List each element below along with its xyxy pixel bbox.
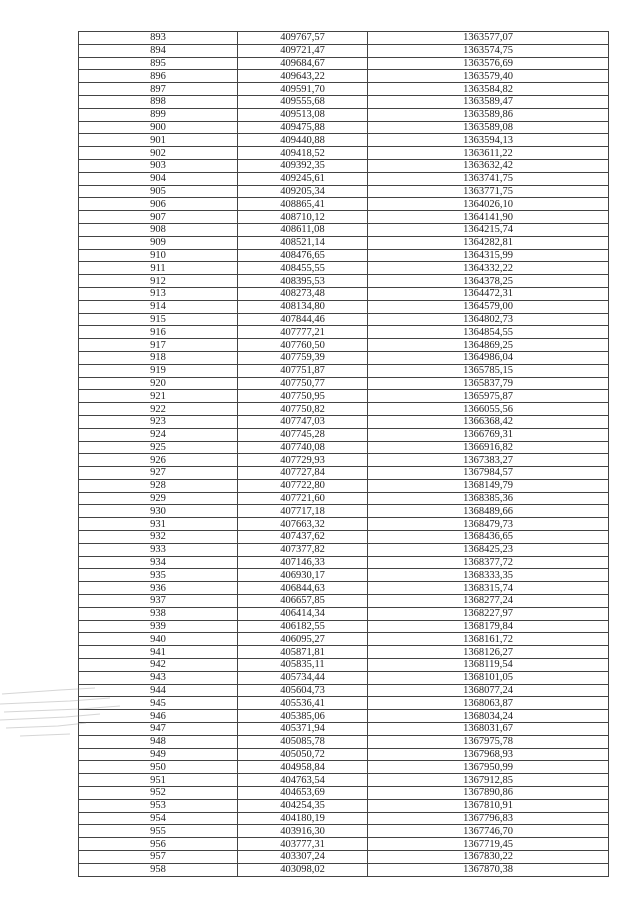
x-coordinate-cell: 409721,47 (238, 44, 368, 57)
x-coordinate-cell: 409475,88 (238, 121, 368, 134)
y-coordinate-cell: 1368063,87 (368, 697, 609, 710)
point-number-cell: 927 (79, 467, 238, 480)
x-coordinate-cell: 407721,60 (238, 492, 368, 505)
point-number-cell: 901 (79, 134, 238, 147)
point-number-cell: 932 (79, 531, 238, 544)
point-number-cell: 957 (79, 851, 238, 864)
table-row (79, 595, 609, 608)
point-number-cell: 938 (79, 607, 238, 620)
table-row (79, 812, 609, 825)
table-row (79, 95, 609, 108)
x-coordinate-cell: 406844,63 (238, 582, 368, 595)
table-row (79, 492, 609, 505)
x-coordinate-cell: 407777,21 (238, 326, 368, 339)
table-row (79, 57, 609, 70)
table-row (79, 313, 609, 326)
y-coordinate-cell: 1366769,31 (368, 428, 609, 441)
point-number-cell: 904 (79, 172, 238, 185)
x-coordinate-cell: 407722,80 (238, 479, 368, 492)
x-coordinate-cell: 406095,27 (238, 633, 368, 646)
point-number-cell: 909 (79, 236, 238, 249)
table-row (79, 275, 609, 288)
x-coordinate-cell: 409643,22 (238, 70, 368, 83)
x-coordinate-cell: 408455,55 (238, 262, 368, 275)
table-row (79, 223, 609, 236)
x-coordinate-cell: 407751,87 (238, 364, 368, 377)
table-row (79, 825, 609, 838)
point-number-cell: 945 (79, 697, 238, 710)
point-number-cell: 919 (79, 364, 238, 377)
y-coordinate-cell: 1363589,86 (368, 108, 609, 121)
table-row (79, 454, 609, 467)
y-coordinate-cell: 1364472,31 (368, 287, 609, 300)
table-row (79, 121, 609, 134)
table-row (79, 32, 609, 45)
point-number-cell: 899 (79, 108, 238, 121)
table-row (79, 364, 609, 377)
x-coordinate-cell: 404763,54 (238, 774, 368, 787)
y-coordinate-cell: 1363584,82 (368, 83, 609, 96)
table-row (79, 787, 609, 800)
point-number-cell: 917 (79, 339, 238, 352)
point-number-cell: 955 (79, 825, 238, 838)
y-coordinate-cell: 1367796,83 (368, 812, 609, 825)
y-coordinate-cell: 1368425,23 (368, 543, 609, 556)
x-coordinate-cell: 408710,12 (238, 211, 368, 224)
y-coordinate-cell: 1363574,75 (368, 44, 609, 57)
y-coordinate-cell: 1365785,15 (368, 364, 609, 377)
y-coordinate-cell: 1368436,65 (368, 531, 609, 544)
point-number-cell: 912 (79, 275, 238, 288)
point-number-cell: 939 (79, 620, 238, 633)
table-row (79, 390, 609, 403)
point-number-cell: 931 (79, 518, 238, 531)
x-coordinate-cell: 405385,06 (238, 710, 368, 723)
y-coordinate-cell: 1367870,38 (368, 863, 609, 876)
table-row (79, 428, 609, 441)
x-coordinate-cell: 409440,88 (238, 134, 368, 147)
table-row (79, 556, 609, 569)
table-row (79, 198, 609, 211)
table-row (79, 441, 609, 454)
point-number-cell: 940 (79, 633, 238, 646)
table-row (79, 415, 609, 428)
point-number-cell: 933 (79, 543, 238, 556)
point-number-cell: 893 (79, 32, 238, 45)
table-row (79, 249, 609, 262)
x-coordinate-cell: 408476,65 (238, 249, 368, 262)
point-number-cell: 956 (79, 838, 238, 851)
table-row (79, 236, 609, 249)
y-coordinate-cell: 1368479,73 (368, 518, 609, 531)
y-coordinate-cell: 1368161,72 (368, 633, 609, 646)
table-row (79, 172, 609, 185)
y-coordinate-cell: 1365837,79 (368, 377, 609, 390)
y-coordinate-cell: 1364315,99 (368, 249, 609, 262)
y-coordinate-cell: 1363741,75 (368, 172, 609, 185)
y-coordinate-cell: 1367984,57 (368, 467, 609, 480)
y-coordinate-cell: 1368034,24 (368, 710, 609, 723)
y-coordinate-cell: 1367950,99 (368, 761, 609, 774)
point-number-cell: 941 (79, 646, 238, 659)
table-row (79, 838, 609, 851)
x-coordinate-cell: 405085,78 (238, 735, 368, 748)
x-coordinate-cell: 407437,62 (238, 531, 368, 544)
x-coordinate-cell: 407760,50 (238, 339, 368, 352)
point-number-cell: 897 (79, 83, 238, 96)
x-coordinate-cell: 405604,73 (238, 684, 368, 697)
y-coordinate-cell: 1363632,42 (368, 159, 609, 172)
y-coordinate-cell: 1364802,73 (368, 313, 609, 326)
x-coordinate-cell: 407729,93 (238, 454, 368, 467)
scan-smudge (0, 676, 130, 756)
point-number-cell: 949 (79, 748, 238, 761)
x-coordinate-cell: 409418,52 (238, 147, 368, 160)
table-row (79, 339, 609, 352)
x-coordinate-cell: 403307,24 (238, 851, 368, 864)
x-coordinate-cell: 404254,35 (238, 799, 368, 812)
y-coordinate-cell: 1368315,74 (368, 582, 609, 595)
x-coordinate-cell: 404653,69 (238, 787, 368, 800)
point-number-cell: 914 (79, 300, 238, 313)
table-row (79, 863, 609, 876)
y-coordinate-cell: 1363579,40 (368, 70, 609, 83)
y-coordinate-cell: 1364141,90 (368, 211, 609, 224)
x-coordinate-cell: 409591,70 (238, 83, 368, 96)
point-number-cell: 951 (79, 774, 238, 787)
point-number-cell: 926 (79, 454, 238, 467)
point-number-cell: 905 (79, 185, 238, 198)
x-coordinate-cell: 409205,34 (238, 185, 368, 198)
y-coordinate-cell: 1364854,55 (368, 326, 609, 339)
y-coordinate-cell: 1368489,66 (368, 505, 609, 518)
y-coordinate-cell: 1363589,08 (368, 121, 609, 134)
table-row (79, 479, 609, 492)
x-coordinate-cell: 407747,03 (238, 415, 368, 428)
table-row (79, 159, 609, 172)
point-number-cell: 929 (79, 492, 238, 505)
point-number-cell: 928 (79, 479, 238, 492)
table-row (79, 287, 609, 300)
table-row (79, 684, 609, 697)
x-coordinate-cell: 409555,68 (238, 95, 368, 108)
y-coordinate-cell: 1363771,75 (368, 185, 609, 198)
x-coordinate-cell: 404958,84 (238, 761, 368, 774)
point-number-cell: 906 (79, 198, 238, 211)
x-coordinate-cell: 405835,11 (238, 659, 368, 672)
table-row (79, 582, 609, 595)
y-coordinate-cell: 1368031,67 (368, 723, 609, 736)
y-coordinate-cell: 1366368,42 (368, 415, 609, 428)
table-row (79, 211, 609, 224)
x-coordinate-cell: 407750,95 (238, 390, 368, 403)
table-row (79, 543, 609, 556)
point-number-cell: 942 (79, 659, 238, 672)
point-number-cell: 908 (79, 223, 238, 236)
point-number-cell: 924 (79, 428, 238, 441)
point-number-cell: 898 (79, 95, 238, 108)
table-row (79, 185, 609, 198)
point-number-cell: 958 (79, 863, 238, 876)
point-number-cell: 900 (79, 121, 238, 134)
x-coordinate-cell: 403916,30 (238, 825, 368, 838)
table-row (79, 735, 609, 748)
x-coordinate-cell: 407146,33 (238, 556, 368, 569)
y-coordinate-cell: 1364026,10 (368, 198, 609, 211)
table-row (79, 633, 609, 646)
y-coordinate-cell: 1367890,86 (368, 787, 609, 800)
x-coordinate-cell: 408521,14 (238, 236, 368, 249)
table-row (79, 531, 609, 544)
x-coordinate-cell: 408395,53 (238, 275, 368, 288)
point-number-cell: 903 (79, 159, 238, 172)
y-coordinate-cell: 1367975,78 (368, 735, 609, 748)
y-coordinate-cell: 1368126,27 (368, 646, 609, 659)
table-row (79, 851, 609, 864)
table-row (79, 147, 609, 160)
x-coordinate-cell: 407377,82 (238, 543, 368, 556)
x-coordinate-cell: 403777,31 (238, 838, 368, 851)
point-number-cell: 930 (79, 505, 238, 518)
x-coordinate-cell: 405734,44 (238, 671, 368, 684)
point-number-cell: 902 (79, 147, 238, 160)
x-coordinate-cell: 405536,41 (238, 697, 368, 710)
point-number-cell: 922 (79, 403, 238, 416)
point-number-cell: 915 (79, 313, 238, 326)
y-coordinate-cell: 1363577,07 (368, 32, 609, 45)
point-number-cell: 935 (79, 569, 238, 582)
point-number-cell: 921 (79, 390, 238, 403)
table-row (79, 774, 609, 787)
point-number-cell: 948 (79, 735, 238, 748)
table-row (79, 44, 609, 57)
coordinate-table (78, 31, 609, 877)
table-row (79, 748, 609, 761)
table-row (79, 646, 609, 659)
table-row (79, 518, 609, 531)
x-coordinate-cell: 405050,72 (238, 748, 368, 761)
y-coordinate-cell: 1368385,36 (368, 492, 609, 505)
y-coordinate-cell: 1368333,35 (368, 569, 609, 582)
table-row (79, 403, 609, 416)
y-coordinate-cell: 1363589,47 (368, 95, 609, 108)
y-coordinate-cell: 1363594,13 (368, 134, 609, 147)
table-row (79, 671, 609, 684)
y-coordinate-cell: 1368277,24 (368, 595, 609, 608)
point-number-cell: 953 (79, 799, 238, 812)
point-number-cell: 907 (79, 211, 238, 224)
table-row (79, 467, 609, 480)
point-number-cell: 954 (79, 812, 238, 825)
x-coordinate-cell: 407844,46 (238, 313, 368, 326)
table-row (79, 659, 609, 672)
y-coordinate-cell: 1368179,84 (368, 620, 609, 633)
y-coordinate-cell: 1364986,04 (368, 351, 609, 364)
x-coordinate-cell: 406930,17 (238, 569, 368, 582)
table-row (79, 300, 609, 313)
point-number-cell: 910 (79, 249, 238, 262)
point-number-cell: 896 (79, 70, 238, 83)
point-number-cell: 952 (79, 787, 238, 800)
point-number-cell: 936 (79, 582, 238, 595)
point-number-cell: 916 (79, 326, 238, 339)
table-row (79, 799, 609, 812)
y-coordinate-cell: 1368149,79 (368, 479, 609, 492)
point-number-cell: 943 (79, 671, 238, 684)
x-coordinate-cell: 409513,08 (238, 108, 368, 121)
point-number-cell: 947 (79, 723, 238, 736)
x-coordinate-cell: 407717,18 (238, 505, 368, 518)
point-number-cell: 913 (79, 287, 238, 300)
point-number-cell: 946 (79, 710, 238, 723)
point-number-cell: 911 (79, 262, 238, 275)
x-coordinate-cell: 406414,34 (238, 607, 368, 620)
table-row (79, 262, 609, 275)
table-row (79, 710, 609, 723)
y-coordinate-cell: 1366916,82 (368, 441, 609, 454)
point-number-cell: 895 (79, 57, 238, 70)
table-row (79, 505, 609, 518)
table-row (79, 607, 609, 620)
x-coordinate-cell: 407727,84 (238, 467, 368, 480)
table-row (79, 326, 609, 339)
y-coordinate-cell: 1367383,27 (368, 454, 609, 467)
table-row (79, 134, 609, 147)
table-row (79, 697, 609, 710)
x-coordinate-cell: 405871,81 (238, 646, 368, 659)
point-number-cell: 920 (79, 377, 238, 390)
x-coordinate-cell: 407663,32 (238, 518, 368, 531)
y-coordinate-cell: 1366055,56 (368, 403, 609, 416)
x-coordinate-cell: 407750,77 (238, 377, 368, 390)
y-coordinate-cell: 1364378,25 (368, 275, 609, 288)
x-coordinate-cell: 409392,35 (238, 159, 368, 172)
y-coordinate-cell: 1368119,54 (368, 659, 609, 672)
y-coordinate-cell: 1365975,87 (368, 390, 609, 403)
y-coordinate-cell: 1367830,22 (368, 851, 609, 864)
y-coordinate-cell: 1367810,91 (368, 799, 609, 812)
x-coordinate-cell: 408865,41 (238, 198, 368, 211)
y-coordinate-cell: 1368101,05 (368, 671, 609, 684)
x-coordinate-cell: 407740,08 (238, 441, 368, 454)
x-coordinate-cell: 407750,82 (238, 403, 368, 416)
x-coordinate-cell: 408273,48 (238, 287, 368, 300)
x-coordinate-cell: 409684,67 (238, 57, 368, 70)
point-number-cell: 950 (79, 761, 238, 774)
x-coordinate-cell: 409767,57 (238, 32, 368, 45)
point-number-cell: 894 (79, 44, 238, 57)
coordinate-table-body (79, 32, 609, 877)
table-row (79, 569, 609, 582)
point-number-cell: 925 (79, 441, 238, 454)
point-number-cell: 937 (79, 595, 238, 608)
x-coordinate-cell: 406182,55 (238, 620, 368, 633)
table-row (79, 723, 609, 736)
y-coordinate-cell: 1364869,25 (368, 339, 609, 352)
table-row (79, 761, 609, 774)
table-row (79, 620, 609, 633)
y-coordinate-cell: 1367719,45 (368, 838, 609, 851)
table-row (79, 377, 609, 390)
y-coordinate-cell: 1363576,69 (368, 57, 609, 70)
y-coordinate-cell: 1364282,81 (368, 236, 609, 249)
point-number-cell: 923 (79, 415, 238, 428)
x-coordinate-cell: 408611,08 (238, 223, 368, 236)
table-row (79, 70, 609, 83)
x-coordinate-cell: 407745,28 (238, 428, 368, 441)
y-coordinate-cell: 1368227,97 (368, 607, 609, 620)
x-coordinate-cell: 407759,39 (238, 351, 368, 364)
point-number-cell: 934 (79, 556, 238, 569)
table-row (79, 83, 609, 96)
x-coordinate-cell: 406657,85 (238, 595, 368, 608)
x-coordinate-cell: 405371,94 (238, 723, 368, 736)
y-coordinate-cell: 1367968,93 (368, 748, 609, 761)
y-coordinate-cell: 1367746,70 (368, 825, 609, 838)
x-coordinate-cell: 409245,61 (238, 172, 368, 185)
y-coordinate-cell: 1364579,00 (368, 300, 609, 313)
y-coordinate-cell: 1364215,74 (368, 223, 609, 236)
x-coordinate-cell: 403098,02 (238, 863, 368, 876)
point-number-cell: 944 (79, 684, 238, 697)
y-coordinate-cell: 1363611,22 (368, 147, 609, 160)
table-row (79, 108, 609, 121)
x-coordinate-cell: 404180,19 (238, 812, 368, 825)
y-coordinate-cell: 1367912,85 (368, 774, 609, 787)
y-coordinate-cell: 1368077,24 (368, 684, 609, 697)
y-coordinate-cell: 1368377,72 (368, 556, 609, 569)
y-coordinate-cell: 1364332,22 (368, 262, 609, 275)
x-coordinate-cell: 408134,80 (238, 300, 368, 313)
point-number-cell: 918 (79, 351, 238, 364)
table-row (79, 351, 609, 364)
